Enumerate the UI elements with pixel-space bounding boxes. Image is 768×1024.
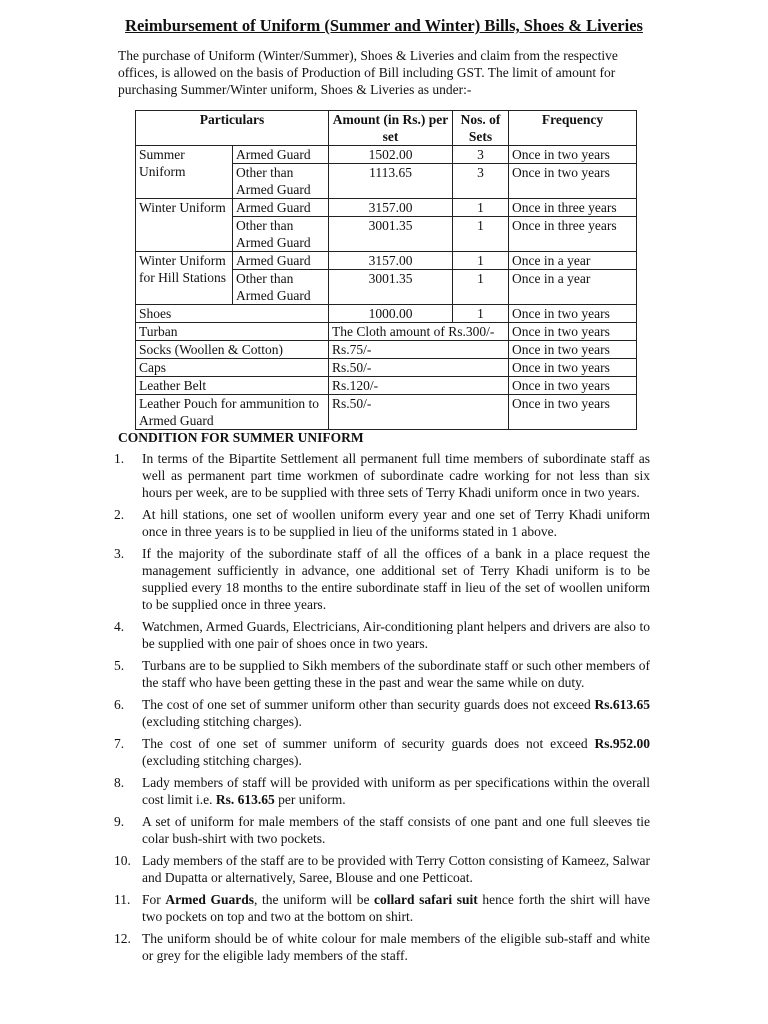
item-number: 3.: [114, 546, 125, 561]
table-header-row: [136, 111, 637, 146]
frequency-cell: Once in three years: [509, 217, 637, 252]
sets-cell: 1: [453, 199, 509, 217]
item-cell: Socks (Woollen & Cotton): [136, 341, 329, 359]
list-item: [114, 450, 650, 501]
list-item: [114, 930, 650, 964]
category-cell: Summer Uniform: [136, 146, 233, 199]
amount-cell: 1000.00: [329, 305, 453, 323]
item-text-pre: Lady members of staff will be provided with uniform as per specifications within the overall cost limit i.e.: [142, 775, 650, 807]
list-item: [114, 506, 650, 540]
list-item: [114, 891, 650, 925]
conditions-heading: CONDITION FOR SUMMER UNIFORM: [118, 430, 364, 445]
subcategory-cell: Armed Guard: [233, 252, 329, 270]
frequency-cell: Once in two years: [509, 395, 637, 430]
list-item: [114, 813, 650, 847]
amount-cell: Rs.50/-: [329, 395, 509, 430]
frequency-cell: Once in a year: [509, 270, 637, 305]
item-number: 11.: [114, 892, 131, 907]
table-row: [136, 252, 637, 270]
subcategory-cell: Armed Guard: [233, 146, 329, 164]
list-item: [114, 618, 650, 652]
item-text: Turbans are to be supplied to Sikh members of the subordinate staff or such other members of the staff who have been getting these in the past and wear the same while on duty.: [142, 658, 650, 690]
item-text: In terms of the Bipartite Settlement all permanent full time members of subordinate staff as well as permanent part time workmen of subordinate cadre working for not less than six hours per week, are to be supplied with three sets of Terry Khadi uniform once in two years.: [142, 451, 650, 500]
table-row: [136, 377, 637, 395]
item-amount-bold: Rs. 613.65: [215, 792, 275, 807]
item-text: A set of uniform for male members of the staff consists of one pant and one full sleeves tie colar bush-shirt with two pockets.: [142, 814, 650, 846]
table-row: [136, 199, 637, 217]
header-frequency: Frequency: [509, 111, 637, 146]
item-text-mid: , the uniform will be: [253, 892, 375, 907]
item-cell: Caps: [136, 359, 329, 377]
item-cell: Leather Belt: [136, 377, 329, 395]
frequency-cell: Once in two years: [509, 377, 637, 395]
category-cell: Winter Uniform: [136, 199, 233, 252]
subcategory-cell: Other than Armed Guard: [233, 270, 329, 305]
item-number: 10.: [114, 853, 131, 868]
item-number: 6.: [114, 697, 125, 712]
item-text: Lady members of the staff are to be provided with Terry Cotton consisting of Kameez, Salwar and Dupatta or alternatively, Saree, Blouse and one Petticoat.: [142, 853, 650, 885]
amount-cell: 3157.00: [329, 252, 453, 270]
item-number: 7.: [114, 736, 125, 751]
item-text-post: (excluding stitching charges).: [142, 753, 302, 768]
intro-paragraph: The purchase of Uniform (Winter/Summer), Shoes & Liveries and claim from the respective offices, is allowed on the basis of Production of Bill including GST. The limit of amount for purchasing Summer/Winter uniform, Shoes & Liveries as under:-: [118, 48, 618, 97]
header-sets: Nos. of Sets: [453, 111, 509, 146]
sets-cell: 1: [453, 252, 509, 270]
item-number: 4.: [114, 619, 125, 634]
item-number: 5.: [114, 658, 125, 673]
frequency-cell: Once in two years: [509, 323, 637, 341]
item-bold-safari-suit: collard safari suit: [374, 892, 478, 907]
frequency-cell: Once in two years: [509, 164, 637, 199]
amount-cell: 1113.65: [329, 164, 453, 199]
amount-cell: Rs.75/-: [329, 341, 509, 359]
sets-cell: 1: [453, 270, 509, 305]
subcategory-cell: Other than Armed Guard: [233, 217, 329, 252]
amount-cell: The Cloth amount of Rs.300/-: [329, 323, 509, 341]
item-text-post: hence forth the shirt will have two pockets on top and two at the bottom on shirt.: [142, 892, 650, 924]
item-number: 9.: [114, 814, 125, 829]
item-amount-bold: Rs.613.65: [594, 697, 650, 712]
subcategory-cell: Other than Armed Guard: [233, 164, 329, 199]
amount-cell: 3157.00: [329, 199, 453, 217]
item-text-pre: The cost of one set of summer uniform other than security guards does not exceed: [142, 697, 595, 712]
item-cell: Turban: [136, 323, 329, 341]
amount-cell: 3001.35: [329, 270, 453, 305]
list-item: [114, 852, 650, 886]
table-row: [136, 359, 637, 377]
item-number: 8.: [114, 775, 125, 790]
sets-cell: 1: [453, 217, 509, 252]
item-cell: Shoes: [136, 305, 329, 323]
item-text: At hill stations, one set of woollen uniform every year and one set of Terry Khadi uniform once in three years is to be supplied in lieu of the uniforms stated in 1 above.: [142, 507, 650, 539]
amount-cell: 1502.00: [329, 146, 453, 164]
item-number: 12.: [114, 931, 131, 946]
amount-cell: Rs.120/-: [329, 377, 509, 395]
subcategory-cell: Armed Guard: [233, 199, 329, 217]
item-text: If the majority of the subordinate staff of all the offices of a bank in a place request the management sufficiently in advance, one additional set of Terry Khadi uniform is to be supplied every 18 months to the entire subordinate staff in lieu of the set of woollen uniform to be supplied once in three years.: [142, 546, 650, 612]
list-item: [114, 735, 650, 769]
uniform-rates-table: [135, 110, 637, 430]
frequency-cell: Once in two years: [509, 305, 637, 323]
sets-cell: 3: [453, 164, 509, 199]
list-item: [114, 545, 650, 613]
table-row: [136, 395, 637, 430]
frequency-cell: Once in two years: [509, 341, 637, 359]
header-particulars: Particulars: [136, 111, 329, 146]
item-text: Watchmen, Armed Guards, Electricians, Air-conditioning plant helpers and drivers are also to be supplied with one pair of shoes once in two years.: [142, 619, 650, 651]
item-number: 2.: [114, 507, 125, 522]
item-number: 1.: [114, 451, 125, 466]
frequency-cell: Once in two years: [509, 146, 637, 164]
table-row: [136, 341, 637, 359]
item-cell: Leather Pouch for ammunition to Armed Guard: [136, 395, 329, 430]
list-item: [114, 774, 650, 808]
sets-cell: 1: [453, 305, 509, 323]
document-title: Reimbursement of Uniform (Summer and Winter) Bills, Shoes & Liveries: [125, 16, 643, 35]
conditions-list: [114, 450, 650, 969]
header-amount: Amount (in Rs.) per set: [329, 111, 453, 146]
amount-cell: 3001.35: [329, 217, 453, 252]
item-text-pre: The cost of one set of summer uniform of security guards does not exceed: [142, 736, 595, 751]
table-row: [136, 146, 637, 164]
item-text-pre: For: [142, 892, 166, 907]
sets-cell: 3: [453, 146, 509, 164]
item-text: The uniform should be of white colour for male members of the eligible sub-staff and white or grey for the eligible lady members of the staff.: [142, 931, 650, 963]
frequency-cell: Once in a year: [509, 252, 637, 270]
frequency-cell: Once in two years: [509, 359, 637, 377]
item-text-post: (excluding stitching charges).: [142, 714, 302, 729]
item-bold-armed-guards: Armed Guards: [165, 892, 254, 907]
list-item: [114, 657, 650, 691]
list-item: [114, 696, 650, 730]
category-cell: Winter Uniform for Hill Stations: [136, 252, 233, 305]
item-text-post: per uniform.: [274, 792, 346, 807]
frequency-cell: Once in three years: [509, 199, 637, 217]
amount-cell: Rs.50/-: [329, 359, 509, 377]
table-row: [136, 305, 637, 323]
item-amount-bold: Rs.952.00: [594, 736, 650, 751]
table-row: [136, 323, 637, 341]
